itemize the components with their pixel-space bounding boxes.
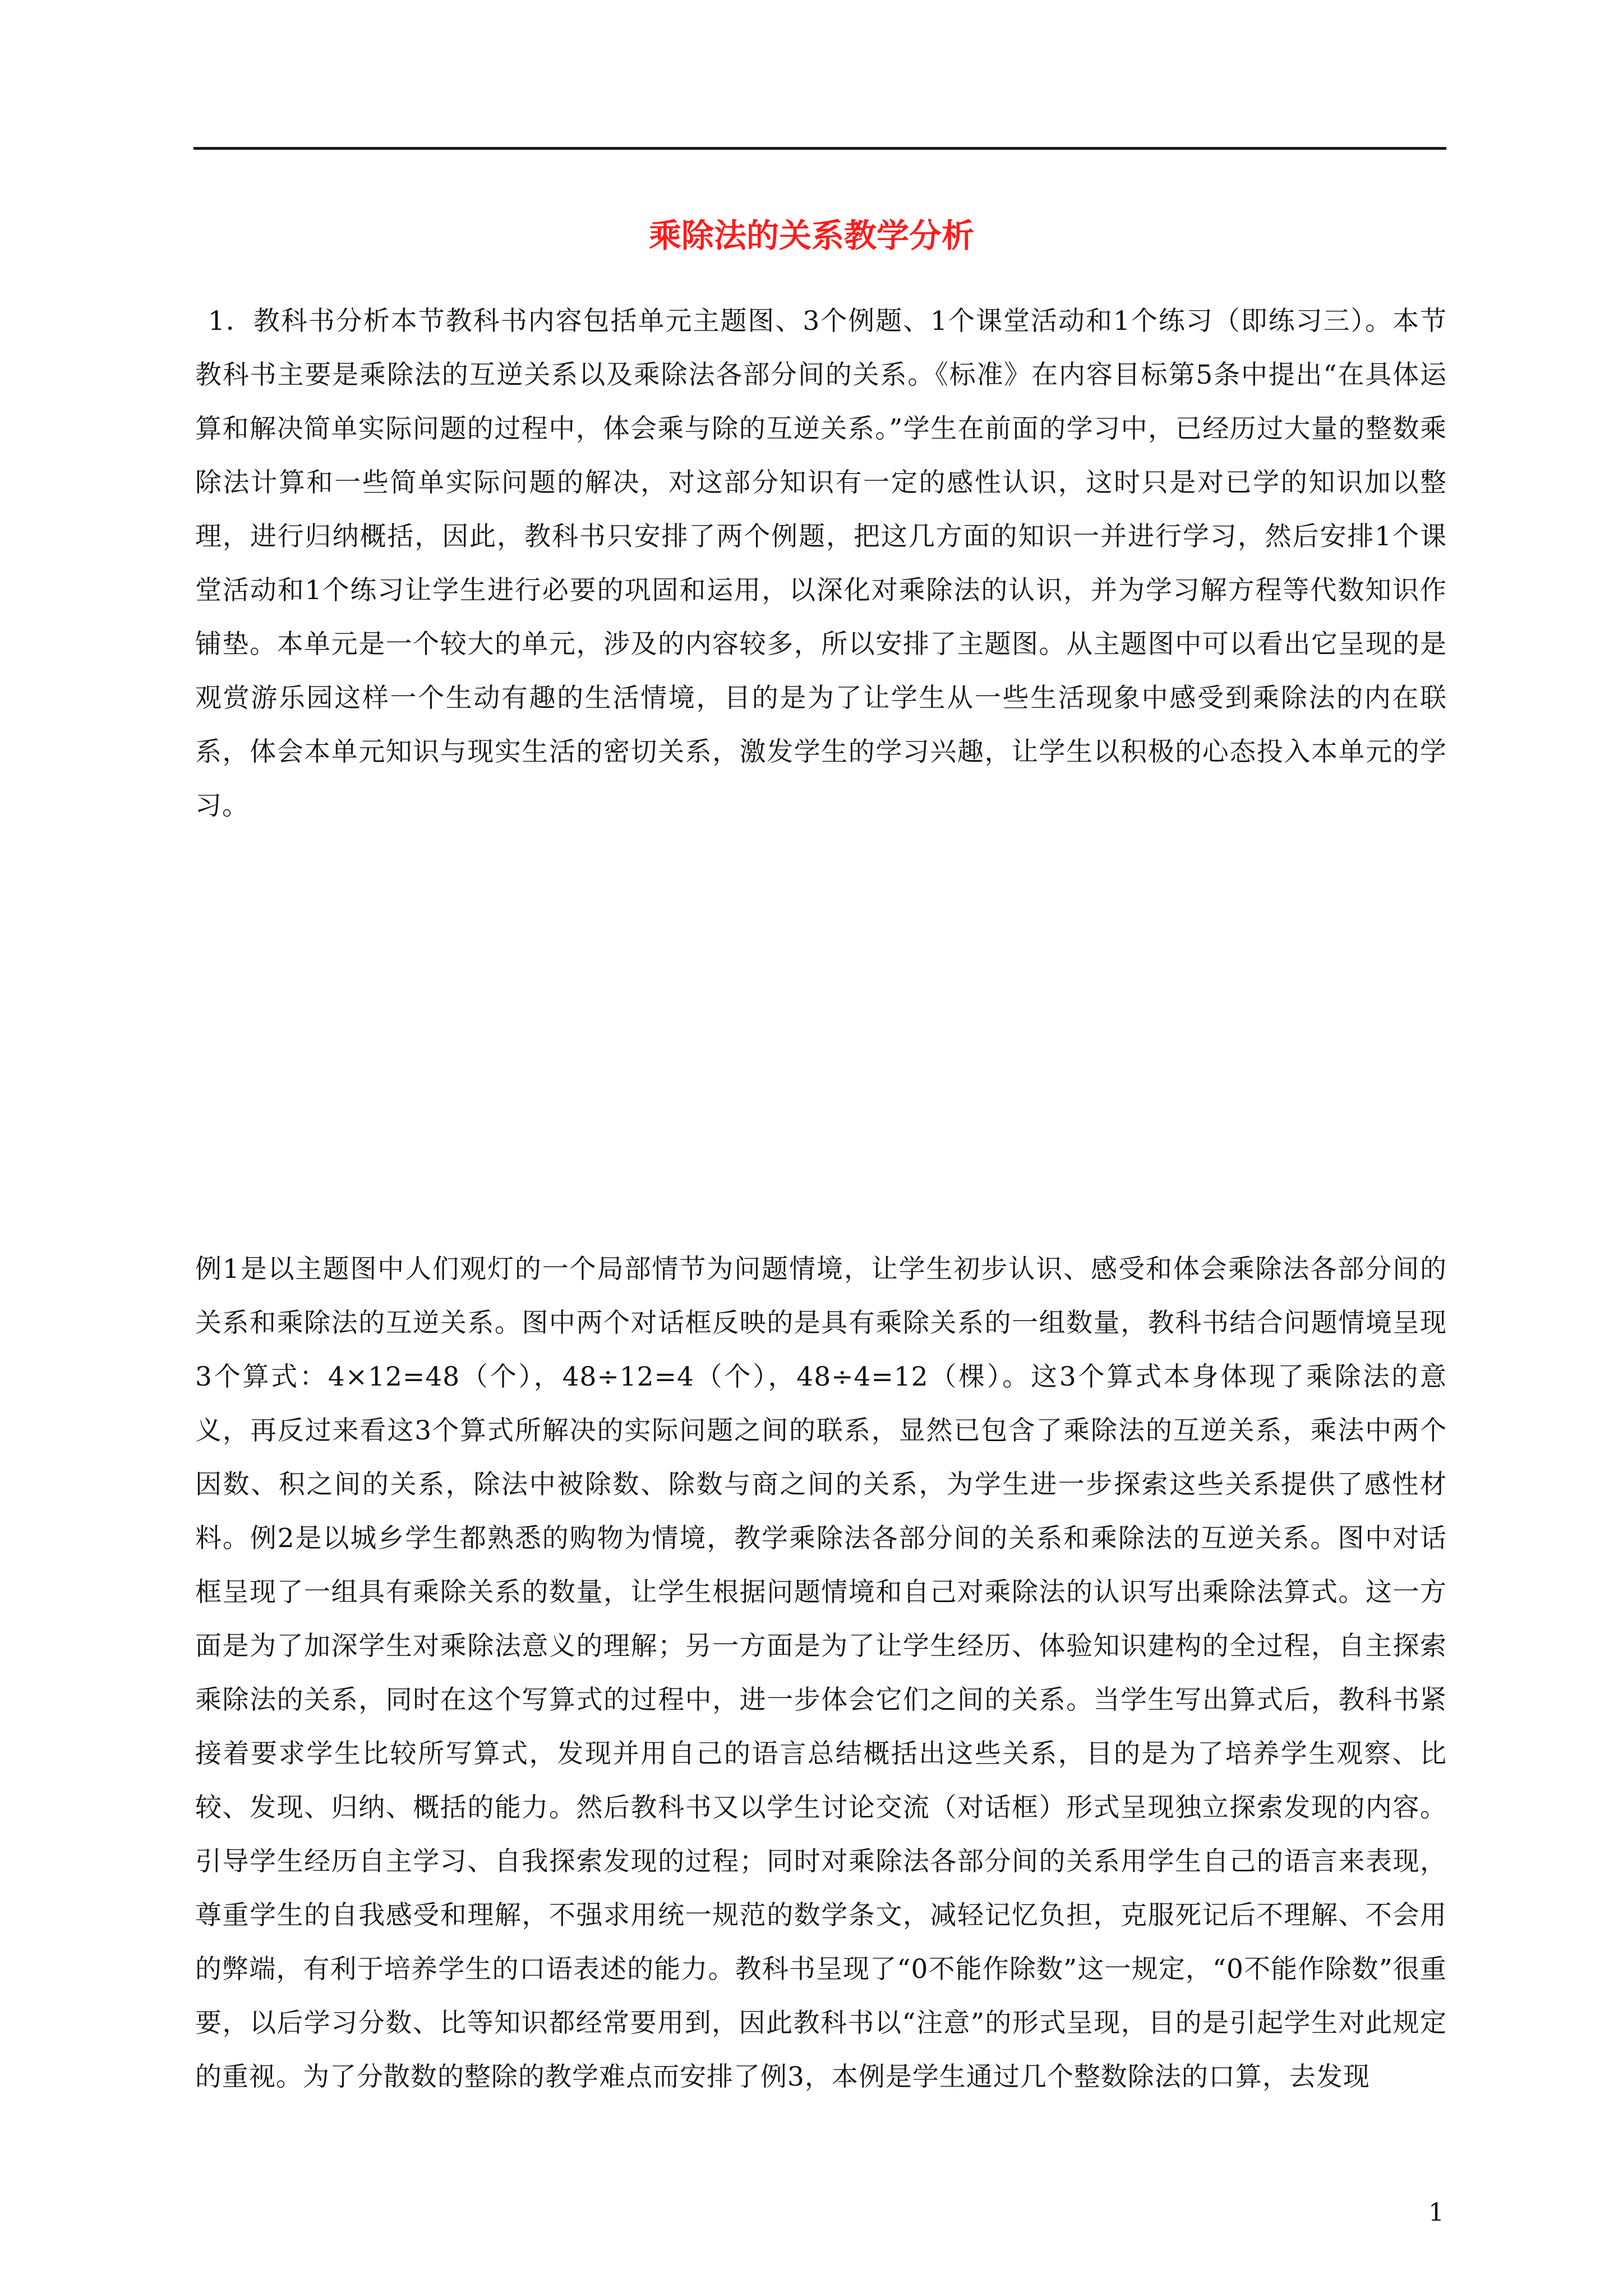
paragraph-examples: 例1是以主题图中人们观灯的一个局部情节为问题情境，让学生初步认识、感受和体会乘除法各部分间的关系和乘除法的互逆关系。图中两个对话框反映的是具有乘除关系的一组数量，教科书结合问题情境呈现3个算式：4×12=48（个），48÷12=4（个），48÷4=12（棵）。这3个算式本身体现了乘除法的意义，再反过来看这3个算式所解决的实际问题之间的联系，显然已包含了乘除法的互逆关系，乘法中两个因数、积之间的关系，除法中被除数、除数与商之间的关系，为学生进一步探索这些关系提供了感性材料。例2是以城乡学生都熟悉的购物为情境，教学乘除法各部分间的关系和乘除法的互逆关系。图中对话框呈现了一组具有乘除关系的数量，让学生根据问题情境和自己对乘除法的认识写出乘除法算式。这一方面是为了加深学生对乘除法意义的理解；另一方面是为了让学生经历、体验知识建构的全过程，自主探索乘除法的关系，同时在这个写算式的过程中，进一步体会它们之间的关系。当学生写出算式后，教科书紧接着要求学生比较所写算式，发现并用自己的语言总结概括出这些关系，目的是为了培养学生观察、比较、发现、归纳、概括的能力。然后教科书又以学生讨论交流（对话框）形式呈现独立探索发现的内容。引导学生经历自主学习、自我探索发现的过程；同时对乘除法各部分间的关系用学生自己的语言来表现，尊重学生的自我感受和理解，不强求用统一规范的数学条文，减轻记忆负担，克服死记后不理解、不会用的弊端，有利于培养学生的口语表述的能力。教科书呈现了“0不能作除数”这一规定，“0不能作除数”很重要，以后学习分数、比等知识都经常要用到，因此教科书以“注意”的形式呈现，目的是引起学生对此规定的重视。为了分散数的整除的教学难点而安排了例3，本例是学生通过几个整数除法的口算，去发现 [195, 1254, 1447, 2092]
header-rule [193, 147, 1446, 150]
paragraph-textbook-analysis: 1．教科书分析本节教科书内容包括单元主题图、3个例题、1个课堂活动和1个练习（即练习三）。本节教科书主要是乘除法的互逆关系以及乘除法各部分间的关系。《标准》在内容目标第5条中提出“在具体运算和解决简单实际问题的过程中，体会乘与除的互逆关系。”学生在前面的学习中，已经历过大量的整数乘除法计算和一些简单实际问题的解决，对这部分知识有一定的感性认识，这时只是对已学的知识加以整理，进行归纳概括，因此，教科书只安排了两个例题，把这几方面的知识一并进行学习，然后安排1个课堂活动和1个练习让学生进行必要的巩固和运用，以深化对乘除法的认识，并为学习解方程等代数知识作铺垫。本单元是一个较大的单元，涉及的内容较多，所以安排了主题图。从主题图中可以看出它呈现的是观赏游乐园这样一个生动有趣的生活情境，目的是为了让学生从一些生活现象中感受到乘除法的内在联系，体会本单元知识与现实生活的密切关系，激发学生的学习兴趣，让学生以积极的心态投入本单元的学习。 [195, 306, 1447, 821]
document-title: 乘除法的关系教学分析 [648, 217, 974, 255]
page-number: 1 [1428, 2198, 1444, 2227]
